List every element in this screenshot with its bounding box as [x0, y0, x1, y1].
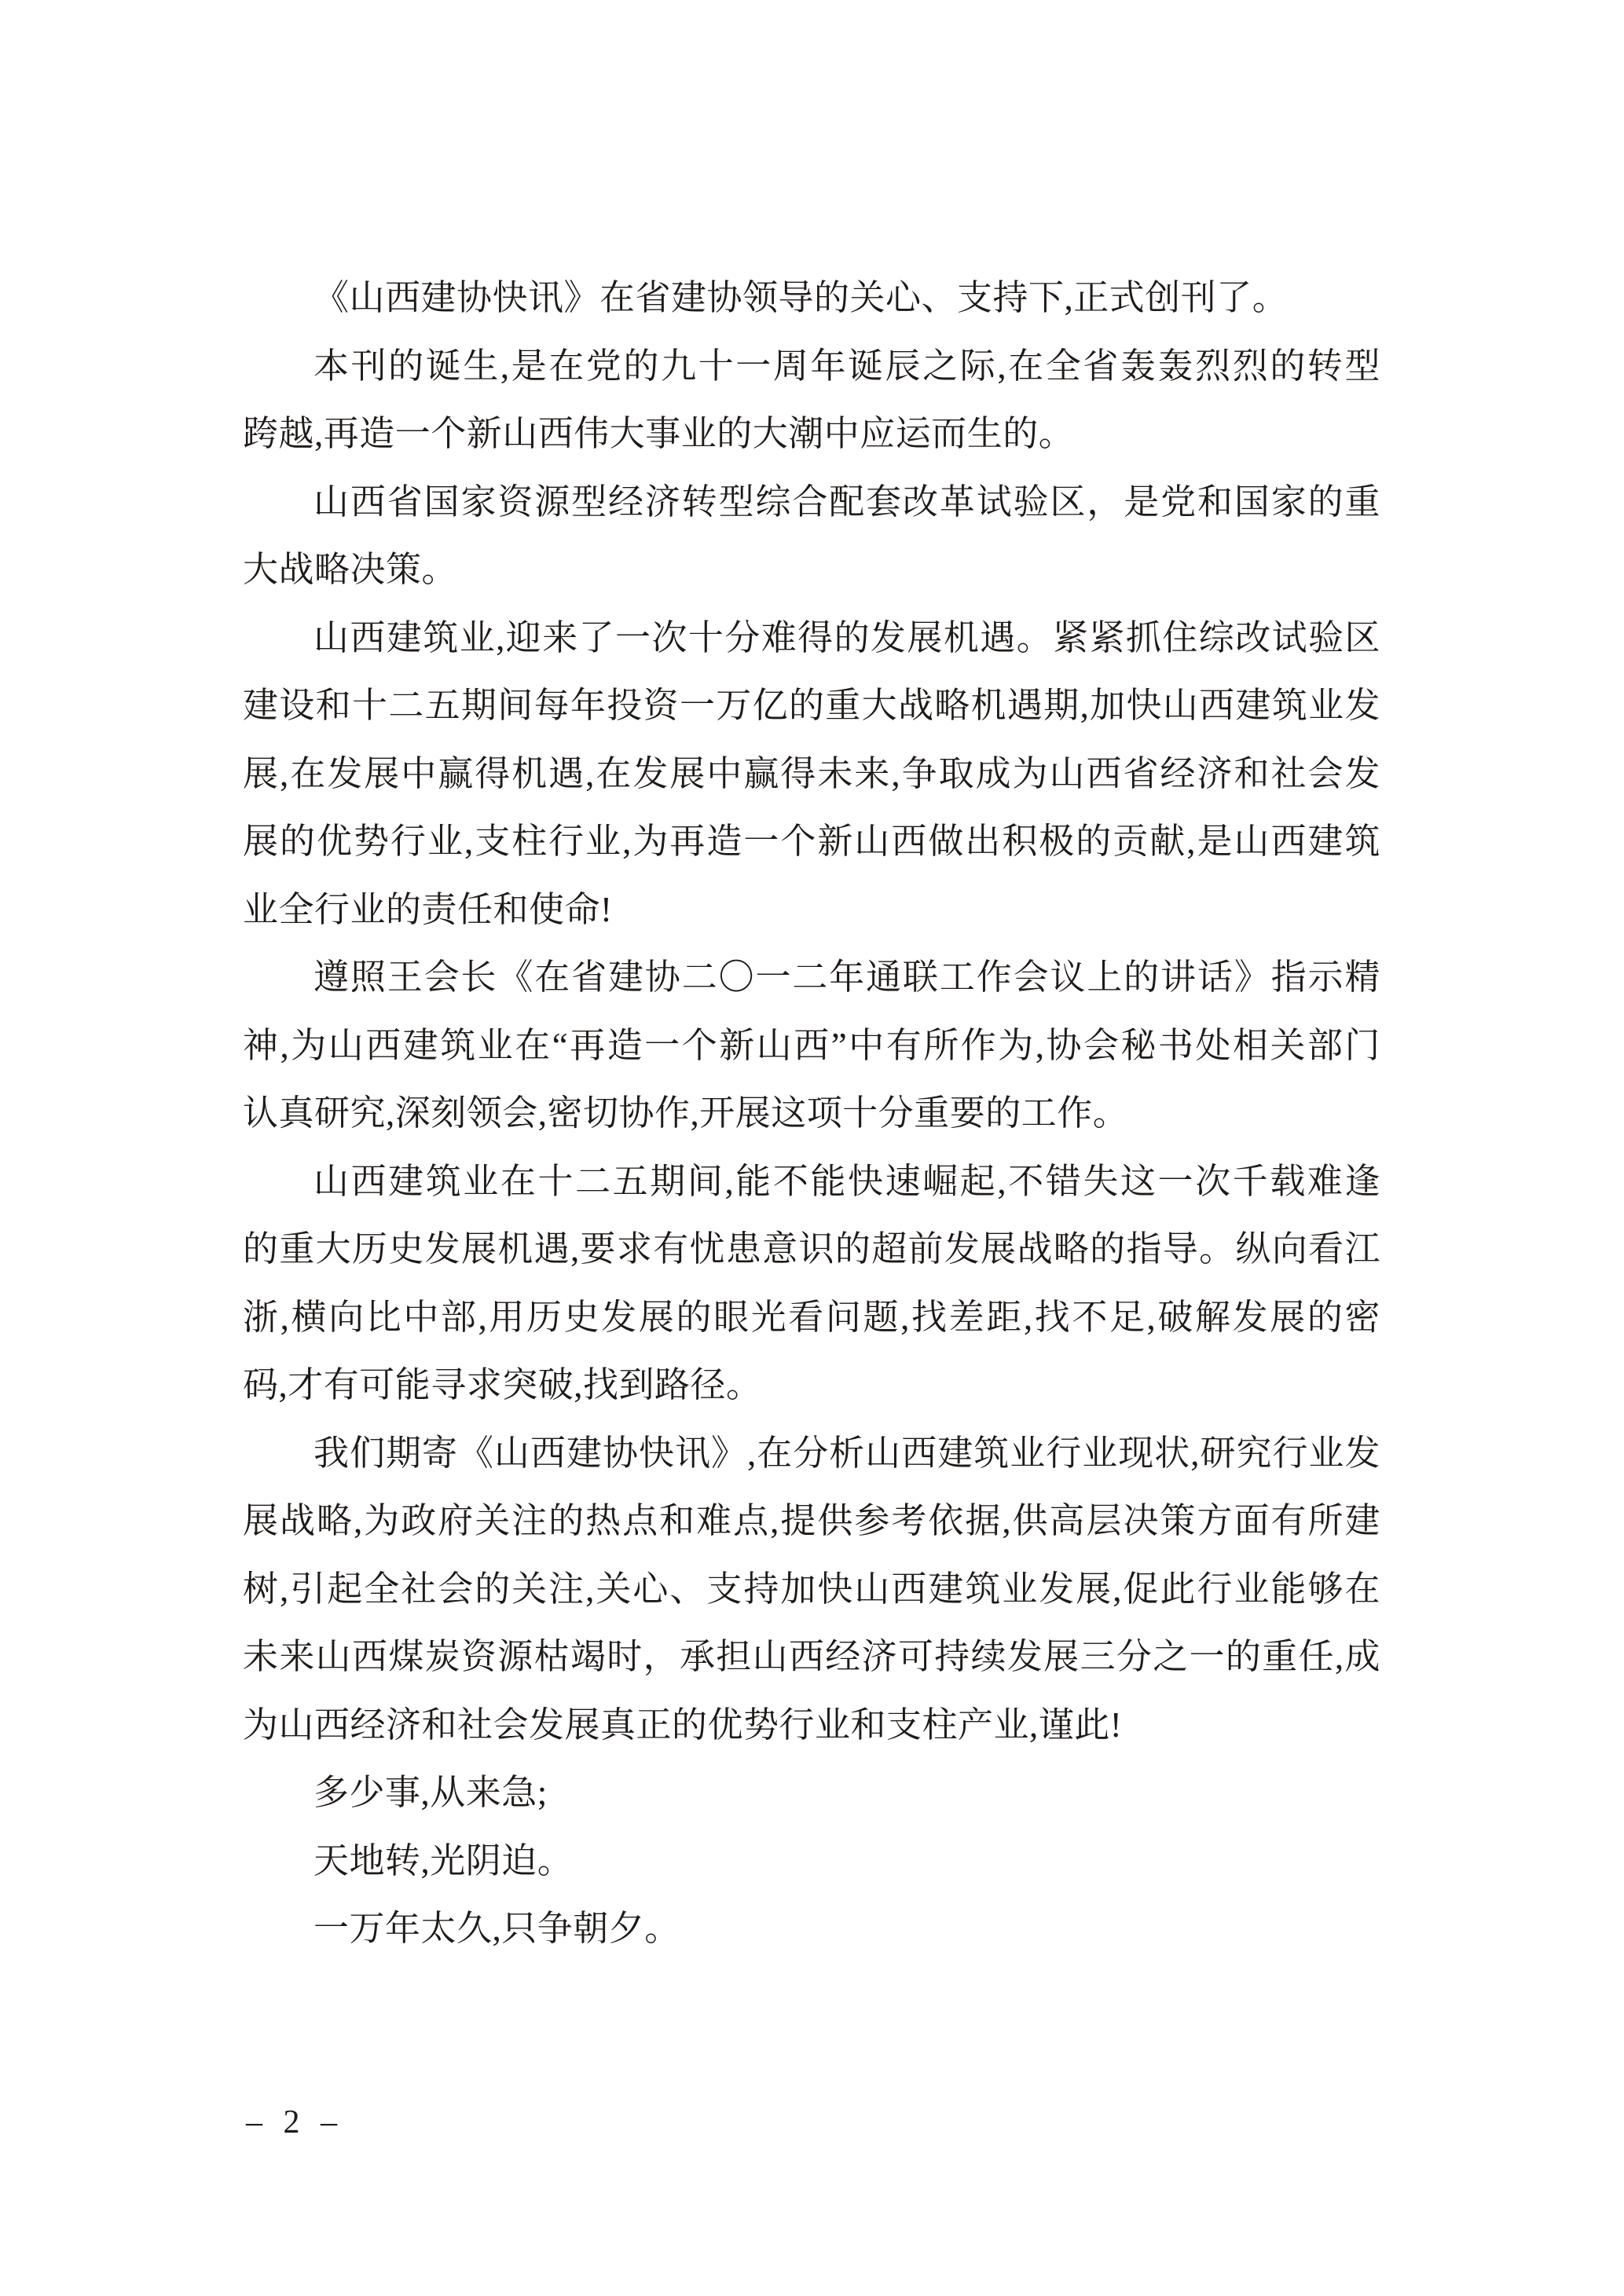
text-line: 认真研究,深刻领会,密切协作,开展这项十分重要的工作。: [243, 1093, 1129, 1133]
text-line: 多少事,从来急;: [313, 1773, 548, 1812]
text-line: 本刊的诞生,是在党的九十一周年诞辰之际,在全省轰轰烈烈的转型: [313, 346, 1380, 386]
text-line: 码,才有可能寻求突破,找到路径。: [243, 1365, 762, 1404]
text-line: 我们期寄《山西建协快讯》,在分析山西建筑业行业现状,研究行业发: [313, 1433, 1380, 1473]
text-line: 山西省国家资源型经济转型综合配套改革试验区，是党和国家的重: [313, 482, 1380, 522]
text-line: 展战略,为政府关注的热点和难点,提供参考依据,供高层决策方面有所建: [243, 1501, 1380, 1540]
text-line: 天地转,光阴迫。: [313, 1840, 574, 1880]
text-line: 山西建筑业在十二五期间,能不能快速崛起,不错失这一次千载难逢: [313, 1161, 1380, 1201]
text-line: 展,在发展中赢得机遇,在发展中赢得未来,争取成为山西省经济和社会发: [243, 753, 1380, 793]
text-line: 未来山西煤炭资源枯竭时，承担山西经济可持续发展三分之一的重任,成: [243, 1637, 1380, 1676]
text-line: 为山西经济和社会发展真正的优势行业和支柱产业,谨此!: [243, 1705, 1123, 1745]
text-line: 跨越,再造一个新山西伟大事业的大潮中应运而生的。: [243, 414, 1075, 453]
text-line: 一万年太久,只争朝夕。: [313, 1909, 680, 1948]
text-line: 展的优势行业,支柱行业,为再造一个新山西做出积极的贡献,是山西建筑: [243, 822, 1380, 861]
text-line: 浙,横向比中部,用历史发展的眼光看问题,找差距,找不足,破解发展的密: [243, 1297, 1380, 1337]
text-line: 山西建筑业,迎来了一次十分难得的发展机遇。紧紧抓住综改试验区: [313, 617, 1380, 657]
text-line: 树,引起全社会的关注,关心、支持加快山西建筑业发展,促此行业能够在: [243, 1569, 1380, 1609]
text-line: 业全行业的责任和使命!: [243, 889, 613, 929]
text-line: 的重大历史发展机遇,要求有忧患意识的超前发展战略的指导。纵向看江: [243, 1229, 1380, 1269]
text-line: 神,为山西建筑业在“再造一个新山西”中有所作为,协会秘书处相关部门: [243, 1025, 1380, 1065]
text-line: 《山西建协快讯》在省建协领导的关心、支持下,正式创刊了。: [313, 278, 1289, 317]
body-text: [243, 264, 1380, 1963]
text-line: 建设和十二五期间每年投资一万亿的重大战略机遇期,加快山西建筑业发: [243, 686, 1380, 725]
text-line: 大战略决策。: [243, 550, 458, 589]
page-number: – 2 –: [246, 2104, 343, 2140]
text-line: 遵照王会长《在省建协二〇一二年通联工作会议上的讲话》指示精: [313, 958, 1380, 997]
